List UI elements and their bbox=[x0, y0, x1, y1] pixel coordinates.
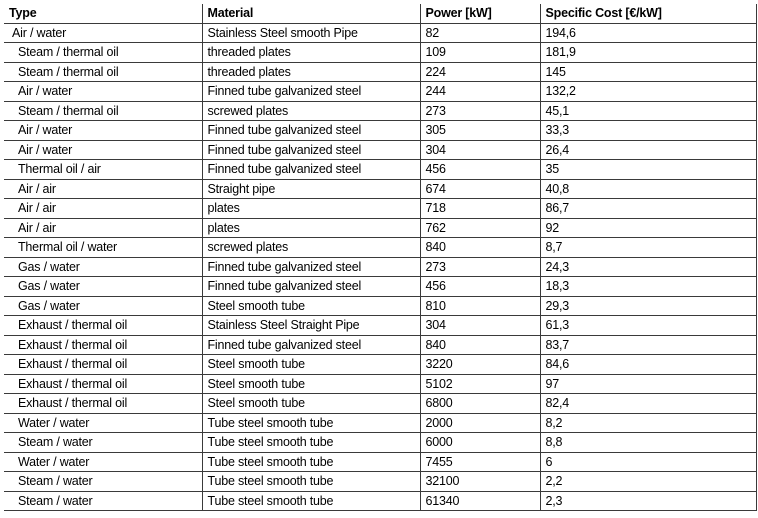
cell-material: threaded plates bbox=[202, 43, 420, 63]
cell-type: Air / water bbox=[4, 23, 202, 43]
table-row bbox=[4, 472, 756, 492]
cell-material: Steel smooth tube bbox=[202, 394, 420, 414]
cell-power: 32100 bbox=[420, 472, 540, 492]
table-row bbox=[4, 394, 756, 414]
cell-type: Gas / water bbox=[4, 277, 202, 297]
cell-material: Tube steel smooth tube bbox=[202, 491, 420, 511]
table-row bbox=[4, 62, 756, 82]
header-material: Material bbox=[202, 4, 420, 23]
cell-power: 304 bbox=[420, 140, 540, 160]
cell-cost: 24,3 bbox=[540, 257, 756, 277]
header-power: Power [kW] bbox=[420, 4, 540, 23]
cell-cost: 18,3 bbox=[540, 277, 756, 297]
cell-cost: 181,9 bbox=[540, 43, 756, 63]
cell-cost: 8,2 bbox=[540, 413, 756, 433]
table-row bbox=[4, 316, 756, 336]
table-row bbox=[4, 101, 756, 121]
cell-material: Finned tube galvanized steel bbox=[202, 82, 420, 102]
table-row bbox=[4, 433, 756, 453]
cell-material: plates bbox=[202, 218, 420, 238]
cell-cost: 82,4 bbox=[540, 394, 756, 414]
cell-power: 456 bbox=[420, 160, 540, 180]
cell-type: Steam / thermal oil bbox=[4, 62, 202, 82]
cell-type: Thermal oil / water bbox=[4, 238, 202, 258]
cell-power: 6800 bbox=[420, 394, 540, 414]
table-row bbox=[4, 296, 756, 316]
cell-type: Air / water bbox=[4, 121, 202, 141]
table-row bbox=[4, 257, 756, 277]
table-row bbox=[4, 452, 756, 472]
cell-type: Air / water bbox=[4, 140, 202, 160]
table-row bbox=[4, 140, 756, 160]
table-row bbox=[4, 238, 756, 258]
cell-cost: 83,7 bbox=[540, 335, 756, 355]
header-type: Type bbox=[4, 4, 202, 23]
cell-type: Exhaust / thermal oil bbox=[4, 316, 202, 336]
cell-power: 5102 bbox=[420, 374, 540, 394]
cell-material: Tube steel smooth tube bbox=[202, 433, 420, 453]
cell-power: 810 bbox=[420, 296, 540, 316]
cell-cost: 2,2 bbox=[540, 472, 756, 492]
cell-power: 840 bbox=[420, 238, 540, 258]
cell-material: Finned tube galvanized steel bbox=[202, 121, 420, 141]
cell-cost: 2,3 bbox=[540, 491, 756, 511]
cell-type: Gas / water bbox=[4, 296, 202, 316]
cell-cost: 40,8 bbox=[540, 179, 756, 199]
cell-power: 82 bbox=[420, 23, 540, 43]
cell-power: 305 bbox=[420, 121, 540, 141]
cell-cost: 194,6 bbox=[540, 23, 756, 43]
cell-type: Exhaust / thermal oil bbox=[4, 394, 202, 414]
table-row bbox=[4, 335, 756, 355]
table-row bbox=[4, 179, 756, 199]
cell-type: Exhaust / thermal oil bbox=[4, 374, 202, 394]
cell-material: Tube steel smooth tube bbox=[202, 452, 420, 472]
cell-material: Steel smooth tube bbox=[202, 296, 420, 316]
cell-power: 273 bbox=[420, 257, 540, 277]
cell-power: 273 bbox=[420, 101, 540, 121]
cell-material: Steel smooth tube bbox=[202, 355, 420, 375]
cell-power: 3220 bbox=[420, 355, 540, 375]
heat-exchanger-table bbox=[4, 4, 757, 511]
cell-power: 2000 bbox=[420, 413, 540, 433]
cell-type: Air / water bbox=[4, 82, 202, 102]
cell-power: 244 bbox=[420, 82, 540, 102]
table-row bbox=[4, 121, 756, 141]
cell-power: 762 bbox=[420, 218, 540, 238]
table-row bbox=[4, 82, 756, 102]
table-row bbox=[4, 355, 756, 375]
table-row bbox=[4, 277, 756, 297]
cell-type: Thermal oil / air bbox=[4, 160, 202, 180]
table-row bbox=[4, 199, 756, 219]
cell-material: Steel smooth tube bbox=[202, 374, 420, 394]
cell-material: screwed plates bbox=[202, 101, 420, 121]
table-row bbox=[4, 491, 756, 511]
cell-power: 224 bbox=[420, 62, 540, 82]
cell-type: Steam / water bbox=[4, 472, 202, 492]
cell-type: Exhaust / thermal oil bbox=[4, 335, 202, 355]
cell-power: 840 bbox=[420, 335, 540, 355]
cell-cost: 35 bbox=[540, 160, 756, 180]
cell-power: 6000 bbox=[420, 433, 540, 453]
cell-type: Steam / thermal oil bbox=[4, 43, 202, 63]
cell-cost: 8,7 bbox=[540, 238, 756, 258]
cell-power: 674 bbox=[420, 179, 540, 199]
cell-cost: 145 bbox=[540, 62, 756, 82]
cell-cost: 26,4 bbox=[540, 140, 756, 160]
cell-material: plates bbox=[202, 199, 420, 219]
cell-type: Exhaust / thermal oil bbox=[4, 355, 202, 375]
cell-cost: 29,3 bbox=[540, 296, 756, 316]
cell-material: Straight pipe bbox=[202, 179, 420, 199]
table-body bbox=[4, 23, 756, 511]
cell-cost: 61,3 bbox=[540, 316, 756, 336]
cell-type: Air / air bbox=[4, 218, 202, 238]
cell-type: Water / water bbox=[4, 452, 202, 472]
cell-type: Air / air bbox=[4, 199, 202, 219]
cell-power: 304 bbox=[420, 316, 540, 336]
cell-cost: 45,1 bbox=[540, 101, 756, 121]
table-row bbox=[4, 218, 756, 238]
cell-type: Gas / water bbox=[4, 257, 202, 277]
cell-type: Steam / water bbox=[4, 433, 202, 453]
cell-material: Finned tube galvanized steel bbox=[202, 257, 420, 277]
table-row bbox=[4, 160, 756, 180]
header-row bbox=[4, 4, 756, 23]
cell-cost: 33,3 bbox=[540, 121, 756, 141]
cell-material: Tube steel smooth tube bbox=[202, 472, 420, 492]
cell-power: 109 bbox=[420, 43, 540, 63]
table-row bbox=[4, 413, 756, 433]
cell-power: 7455 bbox=[420, 452, 540, 472]
cell-material: Finned tube galvanized steel bbox=[202, 335, 420, 355]
cell-type: Steam / thermal oil bbox=[4, 101, 202, 121]
cell-cost: 92 bbox=[540, 218, 756, 238]
cell-type: Air / air bbox=[4, 179, 202, 199]
cell-power: 456 bbox=[420, 277, 540, 297]
cell-cost: 8,8 bbox=[540, 433, 756, 453]
table-row bbox=[4, 43, 756, 63]
cell-power: 61340 bbox=[420, 491, 540, 511]
header-cost: Specific Cost [€/kW] bbox=[540, 4, 756, 23]
cell-material: Tube steel smooth tube bbox=[202, 413, 420, 433]
table-row bbox=[4, 374, 756, 394]
cell-power: 718 bbox=[420, 199, 540, 219]
cell-material: Finned tube galvanized steel bbox=[202, 277, 420, 297]
cell-cost: 86,7 bbox=[540, 199, 756, 219]
cell-cost: 132,2 bbox=[540, 82, 756, 102]
cell-cost: 6 bbox=[540, 452, 756, 472]
cell-material: threaded plates bbox=[202, 62, 420, 82]
cell-type: Steam / water bbox=[4, 491, 202, 511]
cell-cost: 97 bbox=[540, 374, 756, 394]
cell-cost: 84,6 bbox=[540, 355, 756, 375]
cell-material: Finned tube galvanized steel bbox=[202, 160, 420, 180]
cell-material: screwed plates bbox=[202, 238, 420, 258]
cell-material: Stainless Steel smooth Pipe bbox=[202, 23, 420, 43]
cell-material: Finned tube galvanized steel bbox=[202, 140, 420, 160]
cell-type: Water / water bbox=[4, 413, 202, 433]
table-row bbox=[4, 23, 756, 43]
cell-material: Stainless Steel Straight Pipe bbox=[202, 316, 420, 336]
